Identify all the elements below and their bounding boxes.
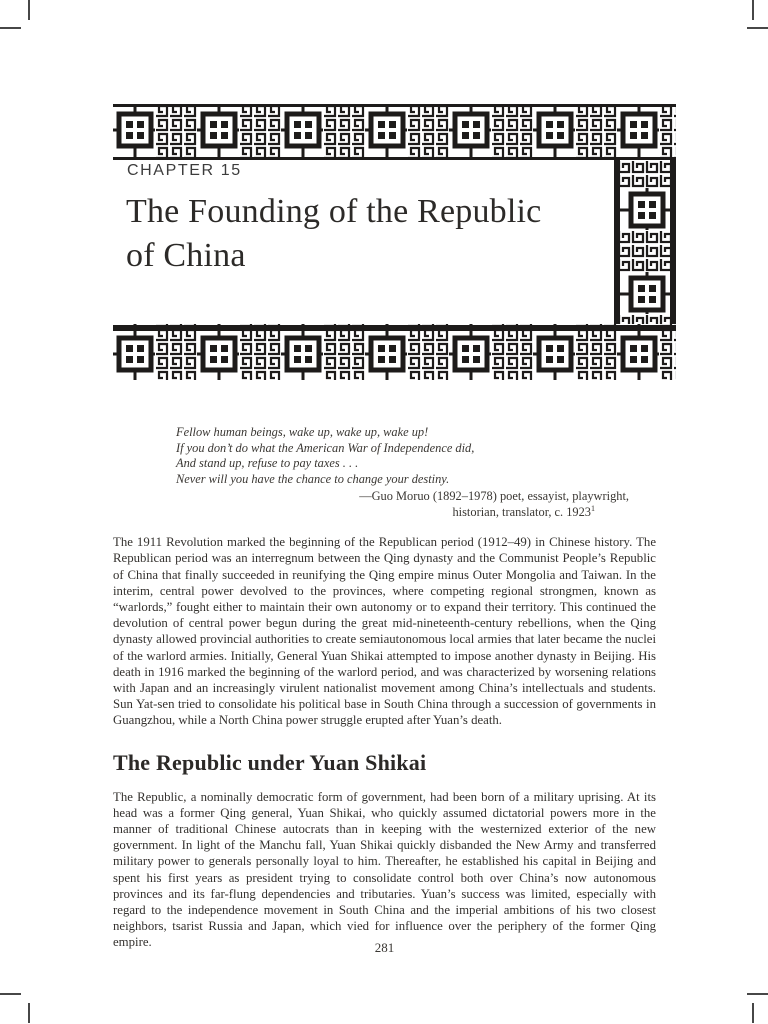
epigraph-line: Fellow human beings, wake up, wake up, wake up! xyxy=(176,425,429,439)
crop-mark-bottom-right-vertical xyxy=(752,1003,754,1023)
crop-mark-top-left-vertical xyxy=(28,0,30,20)
epigraph xyxy=(176,425,656,488)
epigraph-attribution-line1: —Guo Moruo (1892–1978) poet, essayist, playwright, xyxy=(359,488,629,503)
chapter-title-line2: of China xyxy=(126,237,246,274)
chapter-title-line1: The Founding of the Republic xyxy=(126,193,542,230)
section-heading: The Republic under Yuan Shikai xyxy=(113,749,427,775)
epigraph-line: If you don’t do what the American War of Independence did, xyxy=(176,440,475,455)
crop-mark-top-left-horizontal xyxy=(0,27,21,29)
epigraph-attribution-line2 xyxy=(113,505,656,521)
crop-mark-top-right-horizontal xyxy=(747,27,768,29)
epigraph-attribution-text: historian, translator, c. 1923 xyxy=(452,504,591,519)
body-paragraph-2: The Republic, a nominally democratic form of government, had been born of a military uprising. At its head was a former Qing general, Yuan Shikai, who quickly assumed dictatorial powers more in the manner of traditional Chinese autocrats than in keeping with the westernized exterior of the new government. In light of the Manchu fall, Yuan Shikai quickly disbanded the New Army and transferred military power to generals personally loyal to him. Thereafter, he established his capital in Beijing and spent his first years as president trying to consolidate control both over China’s now autonomous provinces and its far-flung dependencies and tributaries. Yuan’s success was limited, especially with regard to the independence movement in South China and the imperial ambitions of his two closest neighbors, tsarist Russia and Japan, which vied for influence over the periphery of the former Qing empire. xyxy=(113,789,656,950)
fret-border-top xyxy=(113,104,676,160)
text-column xyxy=(113,425,656,951)
page-number: 281 xyxy=(374,940,395,955)
fret-border-right xyxy=(614,160,676,324)
epigraph-line: Never will you have the chance to change your destiny. xyxy=(176,472,450,487)
crop-mark-bottom-right-horizontal xyxy=(747,993,768,995)
epigraph-line: And stand up, refuse to pay taxes . . . xyxy=(176,456,359,471)
body-paragraph-1: The 1911 Revolution marked the beginning of the Republican period (1912–49) in Chinese history. The Republican period was an interregnum between the Qing dynasty and the Communist People’s Republic of China that finally succeeded in reunifying the Qing empire minus Outer Mongolia and Taiwan. In the interim, central power devolved to the provinces, where competing regional strongmen, known as “warlords,” fought either to maintain their own autonomy or to expand their territory. This continued the devolution of central power begun during the great mid-nineteenth-century rebellions, when the Qing dynasty allowed provincial authorities to create semiautonomous local armies that later became the nuclei of the warlord armies. Initially, General Yuan Shikai attempted to impose another dynasty in Beijing. His death in 1916 marked the beginning of the warlord period, and was characterized by worsening relations with Japan and an increasingly virulent nationalist movement among China’s intellectuals and students. Sun Yat-sen tried to consolidate his political base in South China through a succession of governments in Guangzhou, while a North China power struggle erupted after Yuan’s death. xyxy=(113,535,656,728)
chapter-label: CHAPTER 15 xyxy=(127,162,242,179)
footnote-marker: 1 xyxy=(591,503,595,513)
chapter-header xyxy=(113,104,676,380)
crop-mark-top-right-vertical xyxy=(752,0,754,20)
fret-border-bottom xyxy=(113,324,676,380)
chapter-title xyxy=(126,190,606,278)
crop-mark-bottom-left-horizontal xyxy=(0,993,21,995)
crop-mark-bottom-left-vertical xyxy=(28,1003,30,1023)
